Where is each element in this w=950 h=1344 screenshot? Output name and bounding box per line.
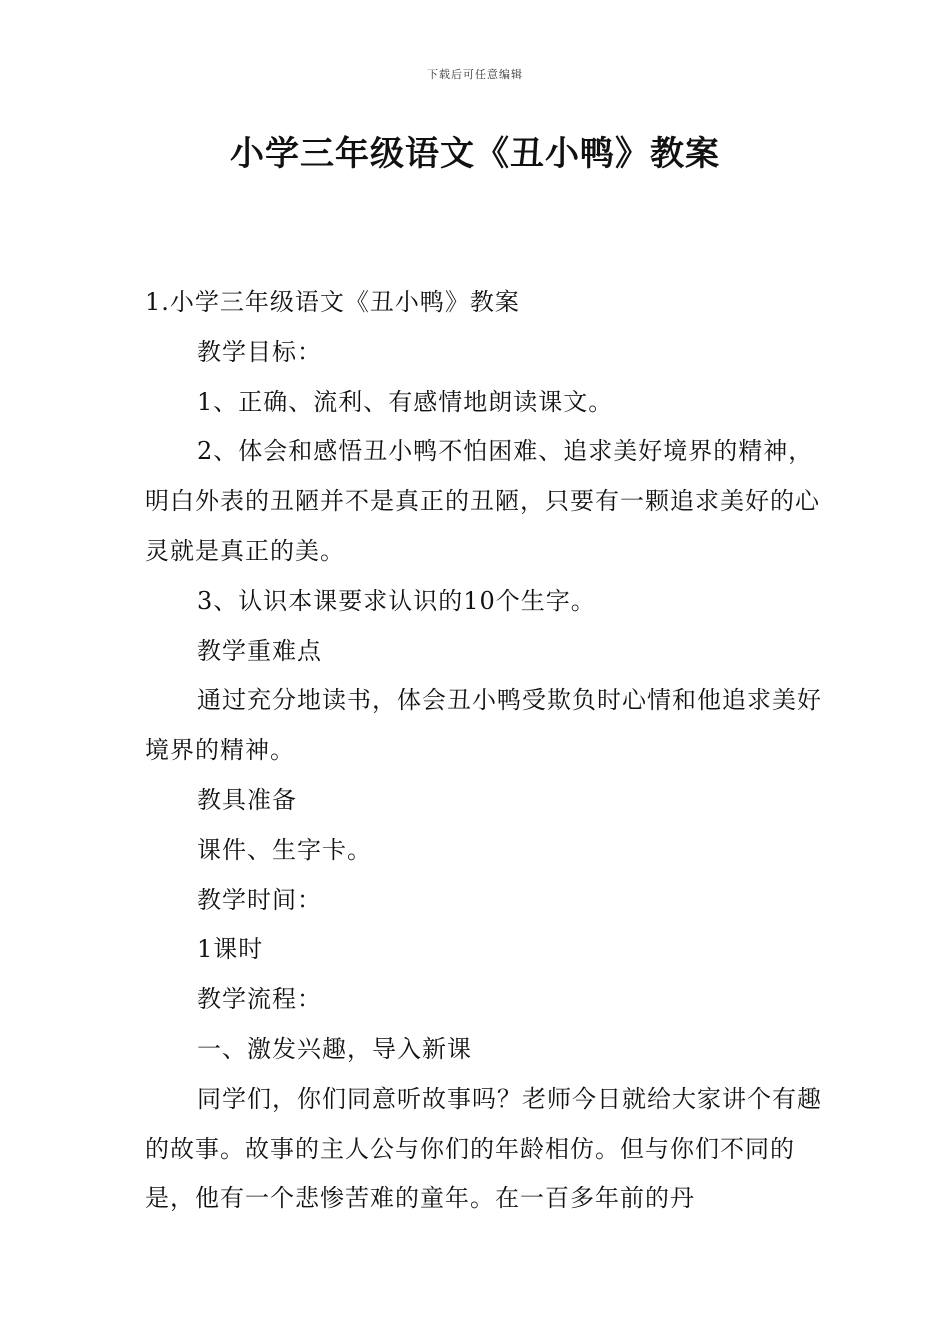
paragraph: 一、激发兴趣，导入新课 xyxy=(197,1034,472,1063)
paragraph: 3、认识本课要求认识的10个生字。 xyxy=(197,586,596,615)
document-body xyxy=(145,278,825,1224)
section-heading: 1.小学三年级语文《丑小鸭》教案 xyxy=(145,288,520,316)
paragraph: 教学流程： xyxy=(197,985,322,1014)
paragraph: 2、体会和感悟丑小鸭不怕困难、追求美好境界的精神，明白外表的丑陋并不是真正的丑陋，只要有一颗追求美好的心灵就是真正的美。 xyxy=(145,437,820,565)
paragraph: 教学重难点 xyxy=(197,636,322,665)
paragraph: 通过充分地读书，体会丑小鸭受欺负时心情和他追求美好境界的精神。 xyxy=(145,686,822,765)
header-note: 下载后可任意编辑 xyxy=(427,68,523,81)
paragraph: 同学们，你们同意听故事吗？老师今日就给大家讲个有趣的故事。故事的主人公与你们的年龄相仿。但与你们不同的是，他有一个悲惨苦难的童年。在一百多年前的丹 xyxy=(145,1084,822,1213)
paragraph: 1课时 xyxy=(197,935,264,964)
document-title: 小学三年级语文《丑小鸭》教案 xyxy=(230,134,720,174)
paragraph: 教具准备 xyxy=(197,785,297,814)
paragraph: 教学时间： xyxy=(197,885,322,914)
paragraph: 1、正确、流利、有感情地朗读课文。 xyxy=(197,387,614,416)
paragraph: 课件、生字卡。 xyxy=(197,835,372,864)
paragraph: 教学目标： xyxy=(197,337,322,366)
